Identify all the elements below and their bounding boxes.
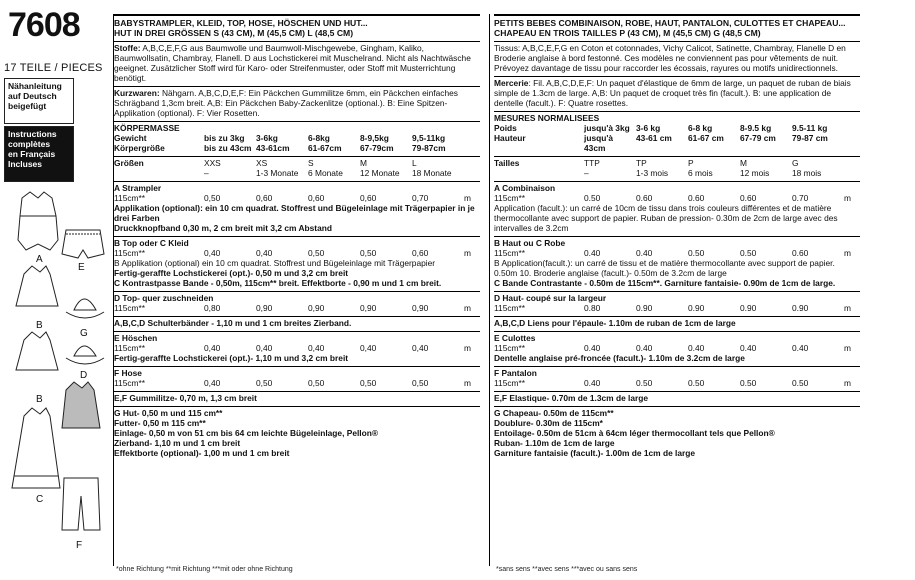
label-d: D xyxy=(80,370,88,381)
pieces-count: 17 TEILE / PIECES xyxy=(4,62,103,74)
label-b: B xyxy=(36,320,43,331)
fr-view-f-yardage: 115cm** 0.40 0.50 0.50 0.50 0.50 m xyxy=(494,378,851,388)
view-e-eyelet: Fertig-geraffte Lochstickerei (opt.)- 1,10 m und 3,2 cm breit xyxy=(114,353,349,363)
romper-illustration xyxy=(18,192,58,250)
top-illustration xyxy=(16,266,58,306)
weight-row: Gewicht bis zu 3kg 3-6kg 6-8kg 8-9,5kg 9,5-11kg xyxy=(114,133,446,143)
fr-view-a-title: A Combinaison xyxy=(494,181,860,193)
fr-view-c-bande: C Bande Contrastante - 0.50m de 115cm**. Garniture fantaisie- 0.90m de 1cm de large. xyxy=(494,278,836,288)
fr-view-a-yardage: 115cm** 0.50 0.60 0.60 0.60 0.70 m xyxy=(494,193,851,203)
view-e-title: E Höschen xyxy=(114,331,480,343)
fr-view-e-title: E Culottes xyxy=(494,331,860,343)
mercerie-section: Mercerie: Fil. A,B,C,D,E,F: Un paquet d'élastique de 6mm de large, un paquet de ruban de biais simple de 1.3cm de large. A,B: Un paquet de croquet très fin (facult.). B: une application de dentelle (facult.). F: Quatre rosettes. xyxy=(494,76,860,108)
view-e-yardage: 115cm** 0,40 0,40 0,40 0,40 0,40 m xyxy=(114,343,471,353)
fr-view-f-title: F Pantalon xyxy=(494,366,860,378)
view-a-applique: Applikation (optional): ein 10 cm quadrat. Stoffrest und Bügeleinlage mit Trägerpapier in je drei Farben xyxy=(114,203,475,223)
sizes-row: Größen XXS XS S M L xyxy=(114,156,480,168)
label-c: C xyxy=(36,494,44,505)
elastic: E,F Gummilitze- 0,70 m, 1,3 cm breit xyxy=(114,391,480,403)
german-column xyxy=(114,14,480,458)
label-e: E xyxy=(78,262,85,273)
bloomers-illustration xyxy=(62,230,104,258)
fr-view-b-title: B Haut ou C Robe xyxy=(494,236,860,248)
view-b-eyelet: Fertig-geraffte Lochstickerei (opt.)- 0,50 m und 3,2 cm breit xyxy=(114,268,349,278)
patterned-top-illustration xyxy=(62,382,100,428)
dress-illustration xyxy=(12,408,60,488)
view-b-title: B Top oder C Kleid xyxy=(114,236,480,248)
view-a-yardage: 115cm** 0,50 0,60 0,60 0,60 0,70 m xyxy=(114,193,471,203)
garment-illustrations xyxy=(0,178,112,558)
tailles-row: Tailles TTP TP P M G xyxy=(494,156,860,168)
months-row: – 1-3 Monate 6 Monate 12 Monate 18 Monate xyxy=(204,168,452,178)
pattern-number: 7608 xyxy=(8,6,80,44)
fr-view-g-section: G Chapeau- 0.50m de 115cm** Doublure- 0.30m de 115cm* Entoilage- 0.50m de 51cm à 64cm léger thermocollant tels que Pellon® Ruban- 1.10m de 1cm de large Garniture fantaisie (facult.)- 1.00m de 1cm de large xyxy=(494,406,860,458)
french-title: PETITS BEBES COMBINAISON, ROBE, HAUT, PANTALON, CULOTTES ET CHAPEAU... CHAPEAU EN TROIS TAILLES P (43 CM), M (45,5 CM) G (48,5 CM) xyxy=(494,14,860,38)
french-footnote: *sans sens **avec sens ***avec ou sans sens xyxy=(496,566,638,573)
view-f-yardage: 115cm** 0,40 0,50 0,50 0,50 0,50 m xyxy=(114,378,471,388)
pants-illustration xyxy=(62,478,100,530)
german-instructions-box: Nähanleitung auf Deutsch beigefügt xyxy=(4,78,74,124)
fr-view-d-yardage: 115cm** 0.80 0.90 0.90 0.90 0.90 m xyxy=(494,303,851,313)
fr-view-b-applique: B Application(facult.): un carré de tissu et de matière thermocollante avec support de papier. 0.50m 10. Broderie anglaise (facult.)- 0.50m de 3.2cm de large xyxy=(494,258,835,278)
hat-illustration xyxy=(66,299,104,318)
french-column xyxy=(494,14,860,458)
fr-view-b-yardage: 115cm** 0.40 0.40 0.50 0.50 0.60 m xyxy=(494,248,851,258)
fr-elastic: E,F Elastique- 0.70m de 1.3cm de large xyxy=(494,391,860,403)
label-b2: B xyxy=(36,394,43,405)
left-panel xyxy=(0,0,112,580)
tissus-section: Tissus: A,B,C,E,F,G en Coton et cotonnades, Vichy Calicot, Satinette, Chambray, Flanelle D en Broderie anglaise à bord festonné. Ces modèles ne conviennent pas pour vêtements de nuit. Prévoyez davantage de tissu pour raccorder les écossais, rayures ou motifs unidirectionnels. xyxy=(494,41,860,73)
view-d-yardage: 115cm** 0,80 0,90 0,90 0,90 0,90 m xyxy=(114,303,471,313)
view-b-yardage: 115cm** 0,40 0,40 0,50 0,50 0,60 m xyxy=(114,248,471,258)
notions-section: Kurzwaren: Nähgarn. A,B,C,D,E,F: Ein Päckchen Gummilitze 6mm, ein Päckchen einfaches Schrägband 1,3cm breit. A,B: Ein Päckchen Baby-Zackenlitze (optional.). B: Eine Spitzen-Applikation (optional). F: Vier Rosetten. xyxy=(114,86,480,118)
view-a-title: A Strampler xyxy=(114,181,480,193)
view-c-contrast: C Kontrastpasse Bande - 0,50m, 115cm** breit. Effektborte - 0,90 m und 1 cm breit. xyxy=(114,278,442,288)
fr-shoulder-ties: A,B,C,D Liens pour l'épaule- 1.10m de ruban de 1cm de large xyxy=(494,316,860,328)
label-a: A xyxy=(36,254,43,265)
body-measurements-title: KÖRPERMASSE xyxy=(114,121,480,133)
shoulder-ties: A,B,C,D Schulterbänder - 1,10 m und 1 cm breites Zierband. xyxy=(114,316,480,328)
label-f: F xyxy=(76,540,83,551)
fr-view-a-applique: Application (facult.): un carré de 10cm de tissu dans trois couleurs différentes et de matière thermocollante avec support de papier. Ruban de pression- 0.30m de 2cm de large avec des intervalles de 3.2cm xyxy=(494,203,838,233)
view-d-title: D Top- quer zuschneiden xyxy=(114,291,480,303)
french-instructions-box: Instructions complètes en Français Incluses xyxy=(4,126,74,182)
hauteur-row: Hauteur jusqu'à 43cm 43-61 cm 61-67 cm 67-79 cm 79-87 cm xyxy=(494,133,828,153)
view-f-title: F Hose xyxy=(114,366,480,378)
label-g: G xyxy=(80,328,88,339)
german-title: BABYSTRAMPLER, KLEID, TOP, HOSE, HÖSCHEN UND HUT... HUT IN DREI GRÖSSEN S (43 CM), M (45,5 CM) L (48,5 CM) xyxy=(114,14,480,38)
divider-middle xyxy=(489,14,490,566)
mois-row: – 1-3 mois 6 mois 12 mois 18 mois xyxy=(584,168,822,178)
height-row: Körpergröße bis zu 43cm 43-61cm 61-67cm 67-79cm 79-87cm xyxy=(114,143,446,153)
fr-view-e-lace: Dentelle anglaise pré-froncée (facult.)- 1.10m de 3.2cm de large xyxy=(494,353,745,363)
view-b-applique: B Applikation (optional) ein 10 cm quadrat. Stoffrest und Bügeleinlage mit Trägerpapier xyxy=(114,258,436,268)
german-footnote: *ohne Richtung **mit Richtung ***mit oder ohne Richtung xyxy=(116,566,293,573)
top-illustration-2 xyxy=(16,332,58,370)
poids-row: Poids jusqu'à 3kg 3-6 kg 6-8 kg 8-9.5 kg 9.5-11 kg xyxy=(494,123,828,133)
hat-illustration-2 xyxy=(66,346,104,364)
view-g-section: G Hut- 0,50 m und 115 cm** Futter- 0,50 m 115 cm** Einlage- 0,50 m von 51 cm bis 64 cm leichte Bügeleinlage, Pellon® Zierband- 1,10 m und 1 cm breit Effektborte (optional)- 1,00 m und 1 cm breit xyxy=(114,406,480,458)
view-a-snap-tape: Druckknopfband 0,30 m, 2 cm breit mit 3,2 cm Abstand xyxy=(114,223,332,233)
fabrics-section: Stoffe: A,B,C,E,F,G aus Baumwolle und Baumwoll-Mischgewebe, Gingham, Kaliko, Baumwollsatin, Chambray, Flanell. D aus Lochstickerei mit Muschelrand. Nicht als Nachtwäsche geeignet. Zusätzlicher Stoff wird für Karo- oder Streifenmuster, oder Stoff mit Musterrichtung benötigt. xyxy=(114,41,480,83)
mesures-title: MESURES NORMALISEES xyxy=(494,111,860,123)
fr-view-d-title: D Haut- coupé sur la largeur xyxy=(494,291,860,303)
fr-view-e-yardage: 115cm** 0.40 0.40 0.40 0.40 0.40 m xyxy=(494,343,851,353)
